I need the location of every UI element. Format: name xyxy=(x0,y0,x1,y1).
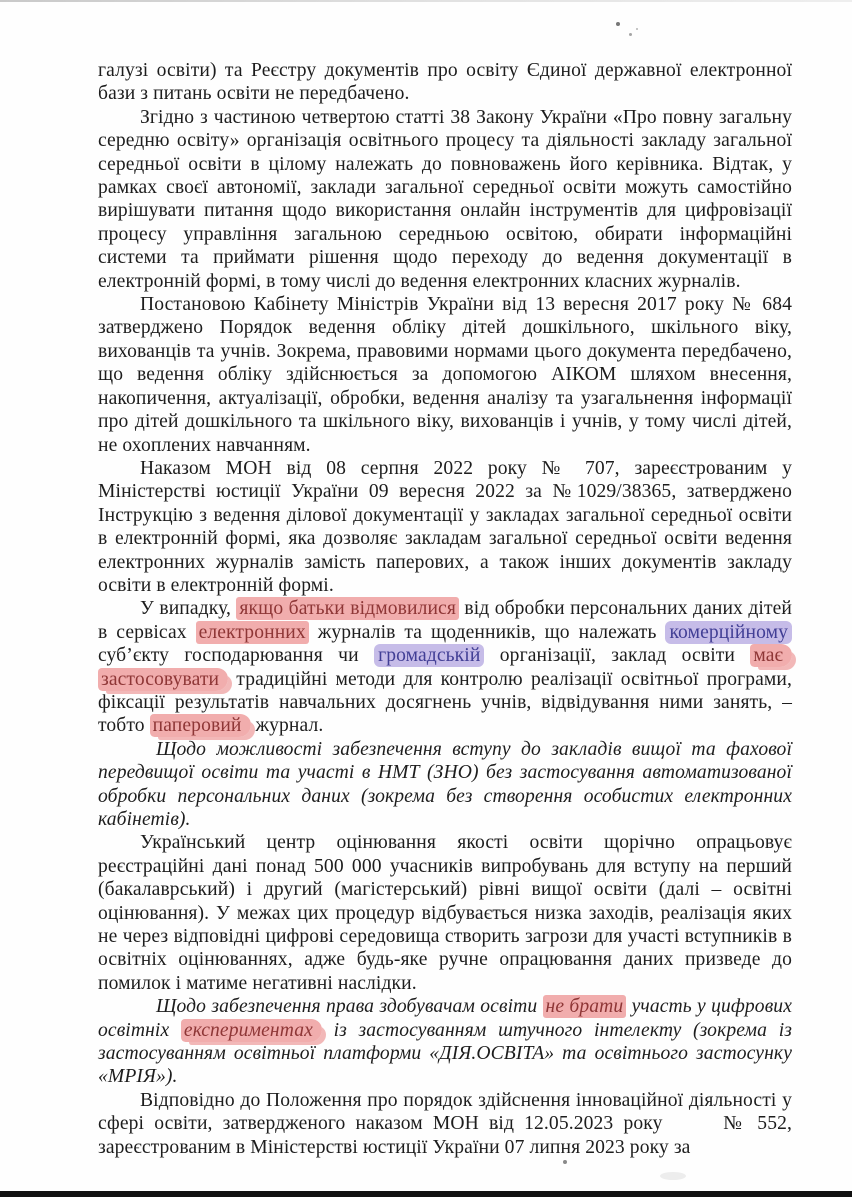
highlight-purple-text: комерційному xyxy=(665,621,792,644)
text-run: Згідно з частиною четвертою статті 38 Закону України «Про повну загальну середню освіту» організація освітнього процесу та діяльності закладу загальної середньої освіти в цілому належать до повноважень його керівника. Відтак, у рамках своєї автономії, заклади загальної середньої освіти можуть самостійно вирішувати питання щодо використання онлайн інструментів для цифровізації процесу управління загальною середньою освітою, обирати інформаційні системи та приймати рішення щодо переходу до ведення документації в електронній формі, в тому числі до ведення електронних класних журналів. xyxy=(98,106,792,292)
document-body xyxy=(98,59,792,1159)
highlight-pink-text: має застосовувати xyxy=(98,644,792,690)
paragraph xyxy=(98,831,792,995)
highlight-purple-text: громадській xyxy=(374,644,484,667)
scan-smudge xyxy=(660,1172,686,1180)
text-run: галузі освіти) та Реєстру документів про освіту Єдиної державної електронної бази з питань освіти не передбачено. xyxy=(98,60,792,105)
text-run: Відповідно до Положення про порядок здійснення інноваційної діяльності у сфері освіти, затвердженого наказом МОН від 12.05.2023 року № 552, зареєстрованим в Міністерстві юстиції України 07 липня 2023 року за xyxy=(98,1089,792,1158)
paragraph xyxy=(98,59,792,106)
text-run: Щодо можливості забезпечення вступу до закладів вищої та фахової передвищої освіти та участі в НМТ (ЗНО) без застосування автоматизованої обробки персональних даних (зокрема без створення особистих електронних кабінетів). xyxy=(98,738,792,830)
paragraph xyxy=(98,293,792,457)
text-run: суб’єкту господарювання чи xyxy=(98,645,375,667)
text-run: організації, заклад освіти xyxy=(484,645,751,667)
paragraph xyxy=(98,106,792,293)
paragraph xyxy=(98,995,792,1089)
text-run: участь у цифрових освітніх xyxy=(98,996,792,1041)
scan-speck xyxy=(636,28,638,30)
highlight-pink-text: паперовий xyxy=(150,714,251,737)
text-run: У випадку, xyxy=(140,598,237,620)
text-run: від обробки персональних даних дітей в сервісах xyxy=(98,598,792,643)
highlight-pink-text: експериментах xyxy=(181,1019,322,1042)
text-run: Постановою Кабінету Міністрів України від 13 вересня 2017 року № 684 затверджено Порядок ведення обліку дітей дошкільного, шкільного віку, вихованців та учнів. Зокрема, правовими нормами цього документа передбачено, що ведення обліку здійснюється за допомогою АІКОМ шляхом внесення, накопичення, актуалізації, обробки, ведення аналізу та узагальнення інформації про дітей дошкільного та шкільного віку, вихованців і учнів, у тому числі дітей, не охоплених навчанням. xyxy=(98,294,792,456)
text-run: Український центр оцінювання якості освіти щорічно опрацьовує реєстраційні дані понад 500 000 учасників випробувань для вступу на перший (бакалаврський) і другий (магістерський) рівні вищої освіти (далі – освітні оцінювання). У межах цих процедур відбувається низка заходів, реалізація яких не через відповідні цифрові середовища створить загрози для участі вступників в освітніх оцінюваннях, адже будь-яке ручне опрацювання даних призведе до помилок і матиме негативні наслідки. xyxy=(98,832,792,994)
text-run: із застосуванням штучного інтелекту (зокрема із застосуванням освітньої платформи «ДІЯ.ОСВІТА» та освітнього застосунку «МРІЯ»). xyxy=(98,1019,792,1088)
text-run: традиційні методи для контролю реалізації освітньої програми, фіксації результатів навчальних досягнень учнів, відвідування ними занять, – тобто xyxy=(98,668,792,737)
paragraph xyxy=(98,457,792,597)
paragraph xyxy=(98,1089,792,1159)
text-run: Щодо забезпечення права здобувачам освіти xyxy=(156,996,543,1018)
paragraph xyxy=(98,738,792,832)
scan-speck xyxy=(563,1160,567,1164)
text-run: Наказом МОН від 08 серпня 2022 року № 707, зареєстрованим у Міністерстві юстиції України 09 вересня 2022 за №1029/38365, затверджено Інструкцію з ведення ділової документації у закладах загальної середньої освіти в електронній формі, яка дозволяє закладам загальної середньої освіти ведення електронних журналів замість паперових, а також інших документів закладу освіти в електронній формі. xyxy=(98,457,792,596)
scan-bottom-bar xyxy=(0,1191,852,1197)
paragraph xyxy=(98,597,792,737)
scan-speck xyxy=(616,22,620,26)
text-run: журнал. xyxy=(250,715,324,737)
scan-speck xyxy=(629,33,632,36)
highlight-pink-text: якщо батьки відмовилися xyxy=(236,597,459,620)
text-run: журналів та щоденників, що належать xyxy=(308,621,666,643)
scan-top-edge xyxy=(0,0,852,2)
highlight-pink-text: не брати xyxy=(543,995,627,1018)
highlight-pink-text: електронних xyxy=(196,621,309,644)
